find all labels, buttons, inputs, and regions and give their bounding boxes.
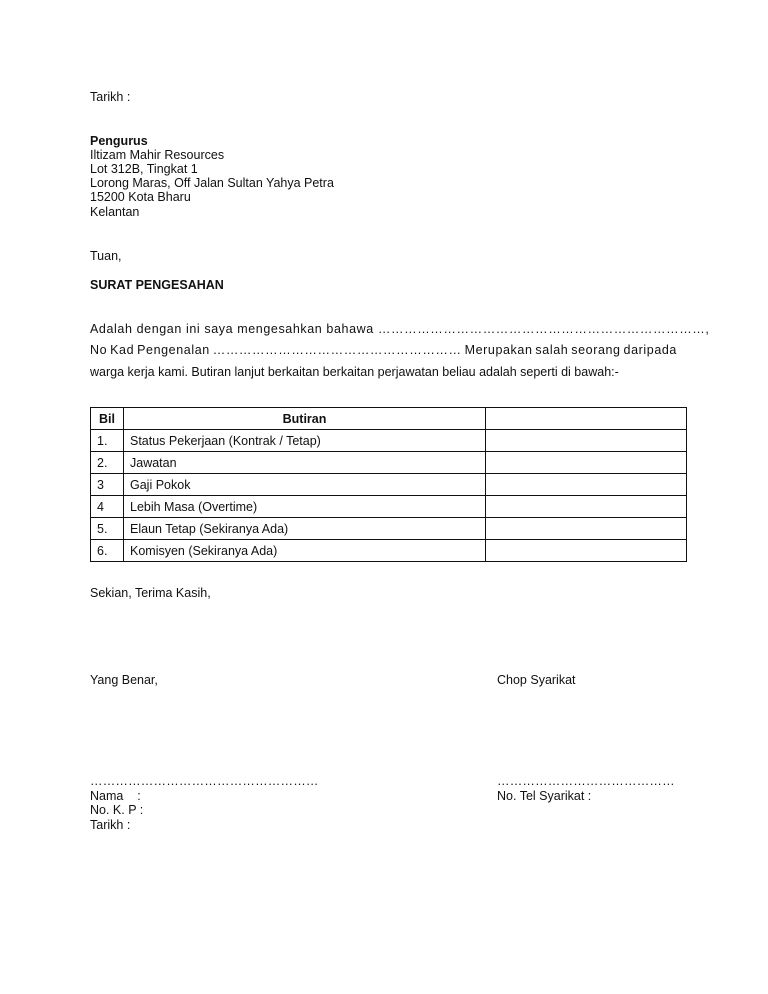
table-row xyxy=(91,430,687,452)
address-line: Lorong Maras, Off Jalan Sultan Yahya Petra xyxy=(90,176,334,190)
cell-value xyxy=(486,518,687,540)
table-row xyxy=(91,540,687,562)
header-butiran: Butiran xyxy=(124,408,486,430)
cell-value xyxy=(486,540,687,562)
header-value xyxy=(486,408,687,430)
word: Merupakan xyxy=(464,343,533,357)
subject-heading: SURAT PENGESAHAN xyxy=(90,278,224,292)
cell-butiran: Jawatan xyxy=(124,452,486,474)
ic-number-label: No. K. P : xyxy=(90,803,144,817)
word: salah xyxy=(535,343,569,357)
body-line-1: Adalah dengan ini saya mengesahkan bahawa …………………………………………………………………, xyxy=(90,322,710,336)
address-line: Lot 312B, Tingkat 1 xyxy=(90,162,198,176)
cell-value xyxy=(486,452,687,474)
stamp-dots: …………………………………… xyxy=(497,774,675,788)
word: daripada xyxy=(623,343,677,357)
date-field-label: Tarikh : xyxy=(90,818,131,832)
salutation: Tuan, xyxy=(90,249,122,263)
stamp-label: Chop Syarikat xyxy=(497,673,576,687)
address-line: Kelantan xyxy=(90,205,140,219)
cell-bil: 3 xyxy=(91,474,124,496)
table-header-row xyxy=(91,408,687,430)
word: Kad xyxy=(110,343,135,357)
cell-value xyxy=(486,496,687,518)
closing-line: Sekian, Terima Kasih, xyxy=(90,586,211,600)
cell-bil: 1. xyxy=(91,430,124,452)
table-row xyxy=(91,474,687,496)
signoff: Yang Benar, xyxy=(90,673,158,687)
cell-value xyxy=(486,474,687,496)
body-line-3: warga kerja kami. Butiran lanjut berkaitan berkaitan perjawatan beliau adalah seperti di bawah:- xyxy=(90,365,619,379)
header-bil: Bil xyxy=(91,408,124,430)
cell-bil: 6. xyxy=(91,540,124,562)
cell-bil: 5. xyxy=(91,518,124,540)
date-line: Tarikh : xyxy=(90,90,131,104)
cell-butiran: Komisyen (Sekiranya Ada) xyxy=(124,540,486,562)
recipient-title: Pengurus xyxy=(90,134,148,148)
company-phone-label: No. Tel Syarikat : xyxy=(497,789,592,803)
signature-dots: ……………………………………………… xyxy=(90,774,319,788)
cell-value xyxy=(486,430,687,452)
details-table xyxy=(90,407,687,562)
cell-bil: 4 xyxy=(91,496,124,518)
address-line: Iltizam Mahir Resources xyxy=(90,148,225,162)
body-line-2 xyxy=(90,343,677,358)
cell-butiran: Lebih Masa (Overtime) xyxy=(124,496,486,518)
cell-bil: 2. xyxy=(91,452,124,474)
table-row xyxy=(91,452,687,474)
cell-butiran: Elaun Tetap (Sekiranya Ada) xyxy=(124,518,486,540)
word: seorang xyxy=(571,343,621,357)
name-field-label: Nama : xyxy=(90,789,141,803)
table-row xyxy=(91,518,687,540)
address-line: 15200 Kota Bharu xyxy=(90,190,191,204)
cell-butiran: Gaji Pokok xyxy=(124,474,486,496)
word: No xyxy=(90,343,108,357)
cell-butiran: Status Pekerjaan (Kontrak / Tetap) xyxy=(124,430,486,452)
dots: ………………………………………………… xyxy=(212,343,462,357)
word: Pengenalan xyxy=(137,343,210,357)
table-row xyxy=(91,496,687,518)
